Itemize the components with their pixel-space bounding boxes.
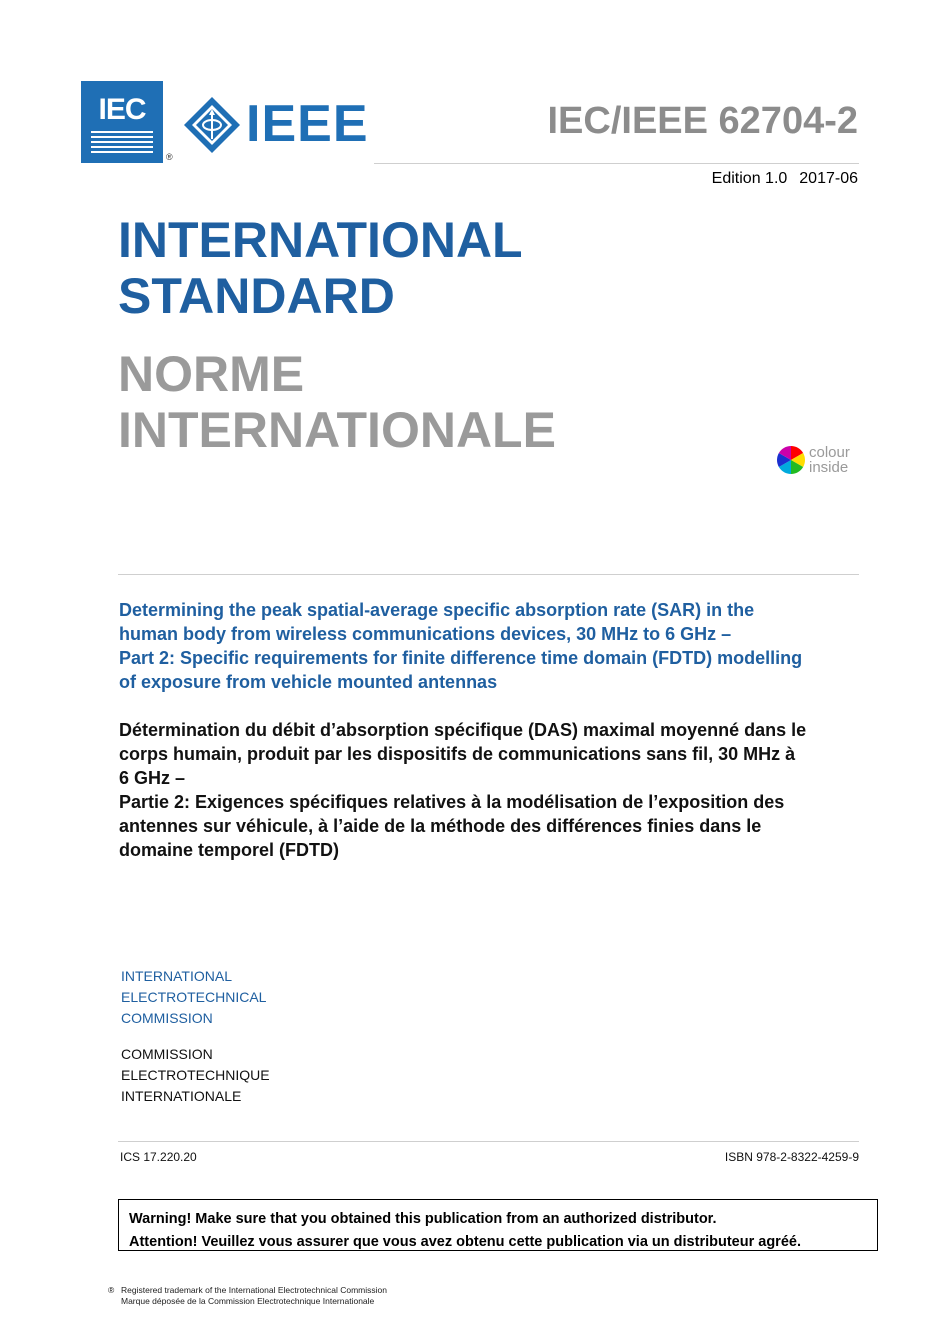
description-fr-line: Partie 2: Exigences spécifiques relatives à la modélisation de l’exposition des (119, 792, 785, 812)
header-divider (374, 163, 859, 164)
iec-logo-stripes (91, 131, 153, 156)
description-fr-line: 6 GHz – (119, 768, 186, 788)
footnote-english: Registered trademark of the International Electrotechnical Commission (121, 1285, 387, 1295)
footer-divider (118, 1141, 859, 1142)
title-english-line-1: INTERNATIONAL (118, 212, 523, 268)
description-fr-line: Détermination du débit d’absorption spécifique (DAS) maximal moyenné dans le (119, 720, 807, 740)
colour-wheel-icon (777, 446, 805, 474)
organization-en-line: INTERNATIONAL (121, 968, 232, 984)
title-english-line-2: STANDARD (118, 268, 395, 324)
warning-french: Attention! Veuillez vous assurer que vous avez obtenu cette publication via un distributeur agréé. (129, 1234, 801, 1250)
title-french-line-1: NORME (118, 346, 305, 402)
ics-code: ICS 17.220.20 (120, 1150, 197, 1164)
organization-english (121, 966, 266, 1029)
colour-inside-badge (777, 446, 867, 478)
description-en-line: human body from wireless communications devices, 30 MHz to 6 GHz – (119, 624, 732, 644)
organization-fr-line: ELECTROTECHNIQUE (121, 1067, 270, 1083)
document-number: IEC/IEEE 62704-2 (547, 100, 858, 142)
trademark-footnote (108, 1285, 387, 1307)
footnote-mark: ® (108, 1285, 115, 1295)
registered-mark: ® (166, 152, 173, 162)
organization-en-line: COMMISSION (121, 1010, 213, 1026)
ieee-diamond-icon (183, 96, 241, 154)
ieee-logo-text: IEEE (246, 95, 369, 153)
isbn-code: ISBN 978-2-8322-4259-9 (724, 1150, 859, 1164)
edition: Edition 1.0 (711, 170, 788, 187)
publication-date: 2017-06 (799, 170, 858, 187)
warning-box (118, 1199, 878, 1251)
organization-fr-line: COMMISSION (121, 1046, 213, 1062)
iec-logo (81, 81, 163, 163)
organization-fr-line: INTERNATIONALE (121, 1088, 242, 1104)
description-french (119, 718, 859, 862)
inside-label: inside (809, 459, 849, 476)
description-en-line: Determining the peak spatial-average specific absorption rate (SAR) in the (119, 600, 755, 620)
colour-label: colour (809, 444, 850, 461)
description-en-line: Part 2: Specific requirements for finite difference time domain (FDTD) modelling (119, 648, 803, 668)
warning-english: Warning! Make sure that you obtained this publication from an authorized distributor. (129, 1211, 717, 1227)
description-en-line: of exposure from vehicle mounted antennas (119, 672, 498, 692)
organization-french (121, 1044, 270, 1107)
title-french-line-2: INTERNATIONALE (118, 402, 556, 458)
edition-line (712, 170, 858, 188)
footnote-french: Marque déposée de la Commission Electrotechnique Internationale (121, 1296, 375, 1306)
description-fr-line: corps humain, produit par les dispositifs de communications sans fil, 30 MHz à (119, 744, 796, 764)
section-divider (118, 574, 859, 575)
description-english (119, 598, 859, 694)
iec-logo-text: IEC (98, 93, 146, 126)
organization-en-line: ELECTROTECHNICAL (121, 989, 267, 1005)
description-fr-line: antennes sur véhicule, à l’aide de la méthode des différences finies dans le (119, 816, 762, 836)
description-fr-line: domaine temporel (FDTD) (119, 840, 340, 860)
